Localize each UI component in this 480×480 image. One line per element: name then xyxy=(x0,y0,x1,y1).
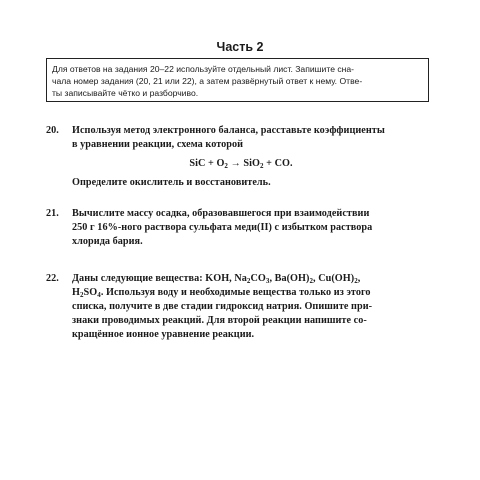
instructions-line: Для ответов на задания 20–22 используйте отдельный лист. Запишите сна- xyxy=(52,64,355,74)
formula-subscript: 2 xyxy=(309,277,314,285)
task-text-line: кращённое ионное уравнение реакции. xyxy=(72,329,255,340)
formula-subscript: 2 xyxy=(79,291,84,299)
formula-subscript: 2 xyxy=(354,277,358,285)
task-text-line: 250 г 16%-ного раствора сульфата меди(II) с избытком раствора xyxy=(72,222,373,233)
formula-subscript: 4 xyxy=(97,291,101,299)
task-text-line: Определите окислитель и восстановитель. xyxy=(72,177,271,188)
instructions-line: ты записывайте чётко и разборчиво. xyxy=(52,88,199,98)
instructions-line: чала номер задания (20, 21 или 22), а затем развёрнутый ответ к нему. Отве- xyxy=(52,76,363,86)
task-number: 20. xyxy=(46,125,59,136)
task-body xyxy=(72,272,436,342)
text-part: , xyxy=(357,273,361,284)
task-text-line: в уравнении реакции, схема которой xyxy=(72,139,244,150)
task-text-line: Используя метод электронного баланса, расставьте коэффициенты xyxy=(72,125,385,136)
equation-part: + CO. xyxy=(263,158,293,169)
task-body xyxy=(72,207,436,249)
reaction-equation xyxy=(46,157,436,171)
task-20 xyxy=(46,124,436,190)
task-number: 22. xyxy=(46,273,59,284)
task-text-line xyxy=(72,272,436,286)
equation-subscript: 2 xyxy=(224,162,228,170)
equation-subscript: 2 xyxy=(260,162,264,170)
task-22 xyxy=(46,272,436,342)
formula-subscript: 3 xyxy=(265,277,270,285)
task-21 xyxy=(46,207,436,249)
formula-subscript: 2 xyxy=(246,277,251,285)
text-part: , Ba(OH) xyxy=(269,273,310,284)
task-body xyxy=(72,124,436,190)
page-title: Часть 2 xyxy=(216,40,264,54)
text-part: H xyxy=(72,287,80,298)
text-part: Даны следующие вещества: KOH, Na xyxy=(72,273,247,284)
text-part: . Используя воду и необходимые вещества только из этого xyxy=(100,287,371,298)
instructions-box xyxy=(46,58,429,102)
task-number: 21. xyxy=(46,208,59,219)
task-text-line: списка, получите в две стадии гидроксид натрия. Опишите при- xyxy=(72,301,373,312)
text-part: SO xyxy=(83,287,98,298)
text-part: CO xyxy=(250,273,266,284)
equation-part: SiC + O xyxy=(189,158,225,169)
task-text-line: знаки проводимых реакций. Для второй реакции напишите со- xyxy=(72,315,367,326)
task-text-line xyxy=(72,286,436,300)
task-text-line: Вычислите массу осадка, образовавшегося при взаимодействии xyxy=(72,208,370,219)
equation-part: → SiO xyxy=(227,158,260,169)
text-part: , Cu(OH) xyxy=(313,273,355,284)
task-text-line: хлорида бария. xyxy=(72,236,143,247)
